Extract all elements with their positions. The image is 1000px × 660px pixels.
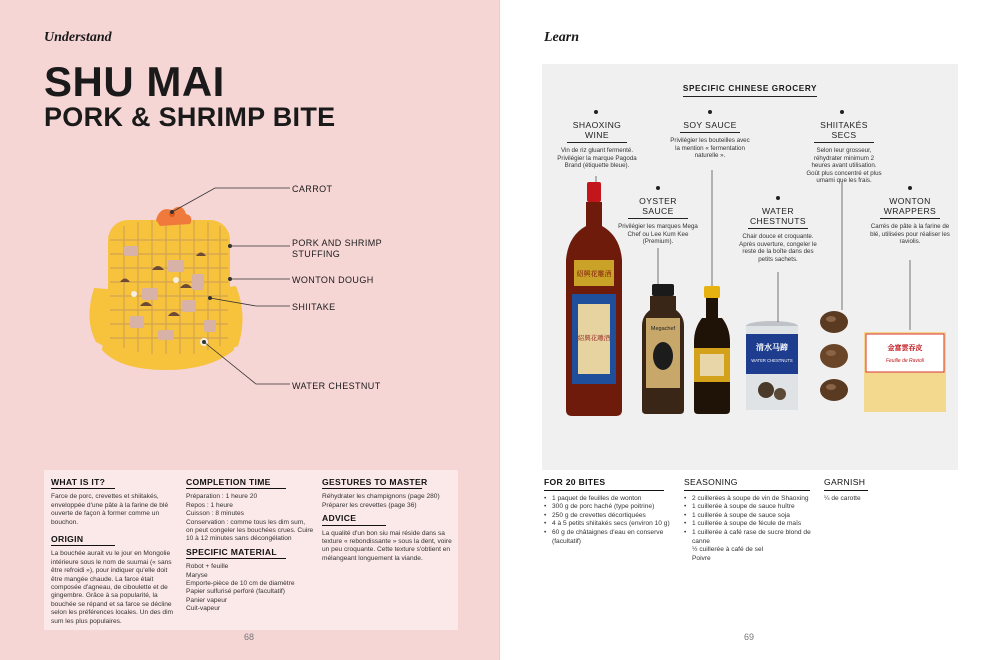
product-desc: Privilégier les bouteilles avec la mention « fermentation naturelle ».: [670, 137, 750, 160]
gesture-line: Réhydrater les champignons (page 280): [322, 493, 440, 501]
product-desc: Carrés de pâte à la farine de blé, utilisées pour réaliser les raviolis.: [870, 223, 950, 246]
product-desc: Vin de riz gluant fermenté. Privilégier la marque Pagoda Brand (étiquette bleue).: [557, 147, 637, 170]
seasoning-column: [684, 478, 812, 563]
page-subtitle: PORK & SHRIMP BITE: [44, 102, 336, 132]
wine-label-top: 紹興花雕酒: [576, 271, 612, 278]
section-tag-learn: Learn: [544, 30, 579, 45]
ingredient-item: • 60 g de châtaignes d'eau en conserve (facultatif): [544, 528, 664, 545]
product-desc: Selon leur grosseur, réhydrater minimum 2 heures avant utilisation. Goût plus concentré et plus umami que les frais.: [806, 147, 882, 185]
seasoning-heading: SEASONING: [684, 477, 738, 487]
grocery-photo: [542, 64, 958, 470]
specific-material-heading: SPECIFIC MATERIAL: [186, 546, 277, 557]
ingredient-item: • 1 paquet de feuilles de wonton: [544, 494, 642, 502]
product-name: OYSTER SAUCE: [639, 196, 677, 216]
ingredient-item: • 250 g de crevettes décortiquées: [544, 511, 646, 519]
products-illustration: [542, 64, 958, 470]
wrapper-title: 金富雲吞皮: [887, 345, 923, 352]
shu-mai-illustration: [80, 170, 480, 410]
oyster-sauce-bottle: [642, 284, 684, 414]
product-name: WONTON WRAPPERS: [883, 196, 937, 216]
origin-heading: ORIGIN: [51, 534, 84, 545]
product-desc: Privilégier les marques Mega Chef ou Lee Kum Kee (Premium).: [618, 223, 698, 246]
soy-sauce-bottle: [694, 286, 730, 414]
page-number-left: 68: [244, 632, 255, 642]
label-water-chestnut: WATER CHESTNUT: [292, 381, 381, 391]
shaoxing-wine-bottle: [566, 182, 622, 416]
material-line: Emporte-pièce de 10 cm de diamètre: [186, 580, 295, 588]
gestures-heading: GESTURES TO MASTER: [322, 477, 428, 487]
dried-shiitakes: [820, 311, 848, 401]
for-bites-column: [544, 478, 680, 546]
oyster-brand: Megachef: [650, 326, 676, 332]
product-desc: Chair douce et croquante. Après ouverture, congeler le reste de la boîte dans des petits sachets.: [739, 233, 817, 263]
water-chestnut-can: [746, 321, 798, 410]
book-fold: [499, 0, 501, 660]
can-sub: WATER CHESTNUTS: [751, 358, 793, 363]
product-name: SHIITAKÉS SECS: [820, 120, 868, 140]
material-line: Panier vapeur: [186, 596, 228, 604]
product-name: SHAOXING WINE: [572, 120, 622, 140]
completion-line: Préparation : 1 heure 20: [186, 493, 258, 501]
ingredient-item: ½ cuillerée à café de sel: [692, 546, 764, 554]
material-line: Cuit-vapeur: [186, 605, 221, 613]
right-page: [500, 0, 1000, 660]
ingredient-item: ¼ de carotte: [824, 494, 861, 502]
completion-time-heading: COMPLETION TIME: [186, 477, 271, 487]
garnish-column: [824, 478, 894, 503]
advice-text: La qualité d'un bon siu mai réside dans sa texture « rebondissante » sous la dent, voire un peu croquante. Cette texture s'obtient en mélangeant longuement la viande.: [322, 529, 452, 562]
ingredient-item: • 300 g de porc haché (type poitrine): [544, 503, 655, 511]
info-column-2: [186, 478, 314, 614]
page-number-right: 69: [744, 632, 755, 642]
for-bites-heading: FOR 20 BITES: [544, 477, 606, 487]
ingredient-item: • 2 cuillerées à soupe de vin de Shaoxing: [684, 494, 809, 502]
origin-text: La bouchée aurait vu le jour en Mongolie intérieure sous le nom de suumai (« sans être refroidi »), pour indiquer qu'elle doit être mangée chaude. La farce était composée d'agneau, de ciboulette et de gingembre. Grâce à sa popularité, la bouchée se répand et sa farce se décline selon les préférences locales. Un des dim sum les plus populaires.: [51, 550, 174, 625]
label-carrot: CARROT: [292, 184, 333, 194]
ingredient-item: • 1 cuillerée à soupe de sauce soja: [684, 511, 790, 519]
ingredient-item: • 1 cuillerée à café rase de sucre blond de canne: [684, 528, 811, 545]
ingredient-item: • 1 cuillerée à soupe de fécule de maïs: [684, 520, 802, 528]
ingredient-item: • 4 à 5 petits shiitakés secs (environ 10 g): [544, 520, 670, 528]
gesture-line: Préparer les crevettes (page 36): [322, 501, 417, 509]
wine-label-main: 紹興花雕酒: [577, 335, 611, 342]
info-box: [44, 470, 458, 630]
wonton-wrappers-pack: [864, 332, 946, 412]
material-line: Papier sulfurisé perforé (facultatif): [186, 588, 285, 596]
material-line: Robot + feuille: [186, 563, 229, 571]
page-title: SHU MAI: [44, 58, 225, 105]
what-is-it-text: Farce de porc, crevettes et shiitakés, enveloppée d'une pâte à la farine de blé ouverte de façon à former comme un bouchon.: [51, 493, 169, 526]
completion-line: Conservation : comme tous les dim sum, on peut congeler les bouchées crues. Cuire 10 à 12 minutes sans décongélation: [186, 518, 314, 543]
section-tag: Understand: [44, 30, 112, 45]
garnish-heading: GARNISH: [824, 477, 866, 487]
what-is-it-heading: WHAT IS IT?: [51, 477, 106, 487]
info-column-3: [322, 478, 452, 563]
label-shiitake: SHIITAKE: [292, 302, 336, 312]
advice-heading: ADVICE: [322, 513, 357, 524]
product-name: SOY SAUCE: [683, 120, 737, 130]
info-column-1: [51, 478, 179, 626]
product-name: WATER CHESTNUTS: [749, 206, 807, 226]
can-title: 清水马蹄: [756, 343, 788, 352]
completion-line: Repos : 1 heure: [186, 501, 233, 509]
completion-line: Cuisson : 8 minutes: [186, 510, 244, 518]
grocery-title-text: SPECIFIC CHINESE GROCERY: [683, 84, 817, 97]
ingredient-item: • 1 cuillerée à soupe de sauce huître: [684, 503, 795, 511]
label-stuffing: PORK AND SHRIMP STUFFING: [292, 238, 383, 259]
wrapper-sub: Feuille de Ravioli: [885, 358, 925, 364]
ingredient-item: Poivre: [692, 554, 711, 562]
label-wonton-dough: WONTON DOUGH: [292, 275, 374, 285]
material-line: Maryse: [186, 571, 208, 579]
